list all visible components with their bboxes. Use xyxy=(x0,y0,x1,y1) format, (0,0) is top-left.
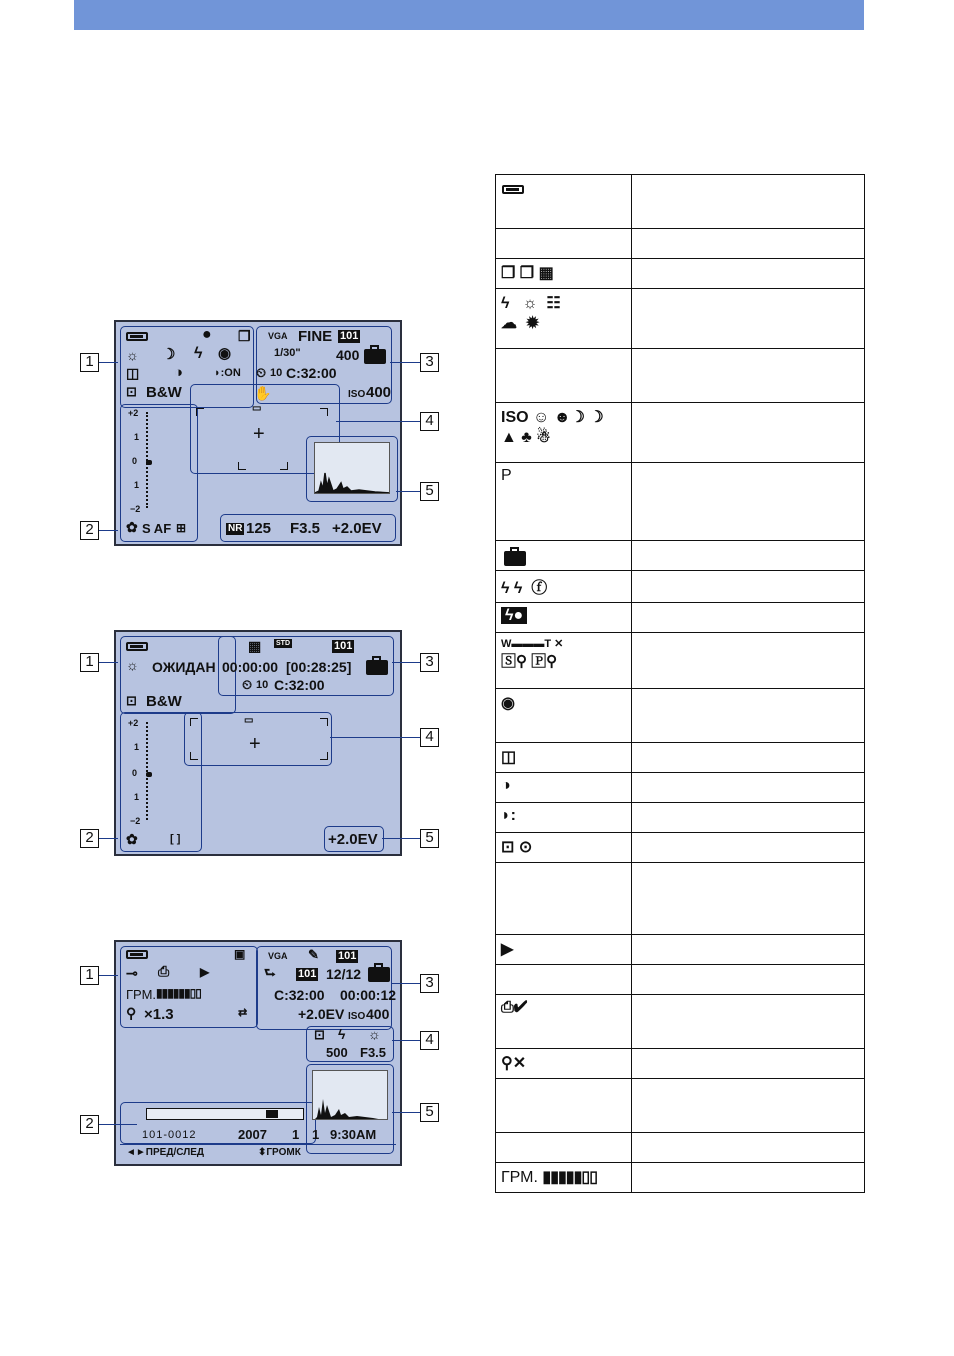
callout-1: 1 xyxy=(80,966,99,985)
folder-text: 101 xyxy=(334,640,353,652)
histogram-graph xyxy=(315,443,390,494)
drive-mode-icons: ❐ ❐ ▦ xyxy=(501,265,554,282)
print-order-icon: ⎙✔ xyxy=(501,999,528,1016)
af-range-icon: ⊞ xyxy=(176,521,187,535)
zoom-w-label: W xyxy=(501,638,512,650)
metering-spot-icon: ⊡ xyxy=(126,693,137,708)
memory-case-icon xyxy=(368,967,390,982)
aperture-text: F3.5 xyxy=(360,1045,387,1060)
af-range-icon: [ ] xyxy=(170,833,181,845)
scale-label: 0 xyxy=(132,456,138,466)
memory-case-icon xyxy=(366,660,388,675)
callout-1: 1 xyxy=(80,653,99,672)
self-timer-text: 10 xyxy=(270,367,283,379)
af-frame-bl xyxy=(238,462,246,470)
scale-label: 0 xyxy=(132,768,138,778)
callout-leader xyxy=(382,838,420,839)
callout-leader xyxy=(330,737,420,738)
self-timer-text: 10 xyxy=(256,679,269,691)
shutter-text: 500 xyxy=(326,1045,348,1060)
table-row xyxy=(496,833,865,863)
flash-charge-icon: ϟ● xyxy=(496,603,631,629)
table-row xyxy=(496,935,865,965)
table-row xyxy=(496,633,865,689)
callout-3: 3 xyxy=(420,353,439,372)
callout-1: 1 xyxy=(80,353,99,372)
zoom-scale-icons: W▬▬▬T ✕ 🅂⚲ 🄿⚲ xyxy=(501,638,564,670)
self-timer-icon: ⏲ xyxy=(242,677,253,692)
metering-spot-icon: ⊡ xyxy=(126,384,137,399)
shake-warning-icon: ✋ xyxy=(254,385,272,401)
color-mode-text: B&W xyxy=(146,693,182,710)
battery-warning-icon: ▭ xyxy=(244,715,254,726)
dpof-icon: ⇄ xyxy=(238,1007,248,1019)
rec-time-text: C:32:00 xyxy=(274,677,325,693)
table-row xyxy=(496,1079,865,1133)
scale-label: −2 xyxy=(130,816,141,826)
volume-indicator: ГРМ. ▮▮▮▮▮▯▯ xyxy=(501,1169,598,1186)
key-icon: ⊸ xyxy=(126,965,138,981)
camera-icon xyxy=(504,551,526,566)
battery-icon xyxy=(126,332,148,341)
rec-time-text: C:32:00 xyxy=(286,365,337,381)
callout-2: 2 xyxy=(80,521,99,540)
iso-text: 400 xyxy=(366,384,392,401)
callout-leader xyxy=(336,421,420,422)
callout-5: 5 xyxy=(420,829,439,848)
table-row xyxy=(496,463,865,541)
indicator-legend-table xyxy=(495,174,865,1193)
table-row xyxy=(496,175,865,229)
contrast-icon: ◑ xyxy=(174,364,184,381)
callout-2: 2 xyxy=(80,1115,99,1134)
callout-3: 3 xyxy=(420,653,439,672)
sharpness-icon: ◫ xyxy=(501,749,517,766)
callout-2: 2 xyxy=(80,829,99,848)
scale-label: 1 xyxy=(134,480,140,490)
progress-knob xyxy=(266,1110,278,1118)
table-row xyxy=(496,863,865,935)
callout-leader xyxy=(392,1040,420,1041)
table-row xyxy=(496,995,865,1049)
flash-mode-icons: ϟ ϟ ⓕ xyxy=(501,580,548,597)
af-frame-br xyxy=(280,462,288,470)
iso-text: 400 xyxy=(366,1006,390,1022)
date-year-text: 2007 xyxy=(238,1127,267,1142)
file-counter-text: 12/12 xyxy=(326,966,362,982)
battery-icon xyxy=(126,950,148,959)
folder-text: 101 xyxy=(338,950,357,962)
scale-marker xyxy=(146,772,152,777)
table-row xyxy=(496,289,865,349)
zoom-x-icon: ⚲✕ xyxy=(501,1055,527,1072)
table-row xyxy=(496,743,865,773)
iso-scene-text: ISO xyxy=(501,409,529,426)
callout-leader xyxy=(392,662,420,663)
scale-axis xyxy=(146,722,148,820)
folder-text: 101 xyxy=(340,330,359,342)
night-scene-icon: ☽ xyxy=(162,346,176,363)
table-row xyxy=(496,571,865,603)
callout-leader xyxy=(99,530,118,531)
scale-label: 1 xyxy=(134,432,140,442)
ev-text: +2.0EV xyxy=(298,1006,345,1022)
time-text: 9:30AM xyxy=(330,1127,377,1142)
histogram xyxy=(312,1070,388,1120)
scale-marker xyxy=(146,460,152,465)
scale-label: 1 xyxy=(134,792,140,802)
battery-icon xyxy=(126,642,148,651)
metering-spot-icon: ⊡ xyxy=(314,1027,325,1042)
callout-leader xyxy=(396,491,420,492)
memory-case-icon xyxy=(364,349,386,364)
af-frame-bl xyxy=(190,752,198,760)
table-row xyxy=(496,689,865,743)
callout-leader xyxy=(99,838,118,839)
callout-leader xyxy=(99,662,118,663)
white-balance-icon: ☼ xyxy=(368,1026,381,1042)
af-illuminator-icon: ◗: xyxy=(501,807,516,824)
record-dot-icon: ● xyxy=(202,326,212,343)
playback-progress-bar[interactable] xyxy=(146,1108,304,1120)
zoom-t-label: T xyxy=(544,638,552,650)
date-month-text: 1 xyxy=(292,1127,300,1142)
battery-warning-icon: ▭ xyxy=(252,403,262,414)
callout-leader xyxy=(390,362,420,363)
quality-text: FINE xyxy=(298,328,333,345)
screen-movie-recording xyxy=(114,630,402,856)
af-frame-tr xyxy=(320,718,328,726)
aperture-text: F3.5 xyxy=(290,520,321,537)
iso-label: ISO xyxy=(348,389,366,400)
crosshair-icon: + xyxy=(253,423,265,445)
callout-4: 4 xyxy=(420,412,439,431)
rec-time-text: C:32:00 xyxy=(274,987,325,1003)
table-row xyxy=(496,1163,865,1193)
table-row xyxy=(496,259,865,289)
flash-icon: ϟ xyxy=(338,1026,346,1042)
elapsed-text: 00:00:00 xyxy=(222,659,279,675)
nr-badge: NR xyxy=(228,523,243,534)
table-row xyxy=(496,403,865,463)
nav-volume[interactable]: ⬍ГРОМК xyxy=(258,1147,301,1158)
histogram xyxy=(314,442,390,494)
standby-text: ОЖИДАН xyxy=(152,659,216,675)
protect-mark-icon: ✎ xyxy=(308,947,319,962)
volume-bars: ▮▮▮▮▮▮▯▯ xyxy=(156,986,201,1000)
date-day-text: 1 xyxy=(312,1127,320,1142)
metering-mode-icons: ⊡ ⊙ xyxy=(501,839,533,856)
table-row xyxy=(496,803,865,833)
play-icon: ▶ xyxy=(200,965,210,979)
callout-leader xyxy=(99,1124,137,1125)
burst-icon: ▣ xyxy=(234,947,246,961)
shutter-text: 1/30" xyxy=(274,347,301,359)
table-row xyxy=(496,603,865,633)
callout-5: 5 xyxy=(420,482,439,501)
scene-mode-icons: ISO ☺ ☻☽ ☽ ▲ ♣ ☃ xyxy=(501,409,604,446)
callout-3: 3 xyxy=(420,974,439,993)
nr-value-text: 125 xyxy=(246,520,272,537)
table-row xyxy=(496,349,865,403)
table-row xyxy=(496,1049,865,1079)
nav-divider xyxy=(120,1144,396,1145)
red-eye-icon: ◉ xyxy=(501,695,515,712)
color-mode-text: B&W xyxy=(146,384,182,401)
burst-icon: ❐ xyxy=(238,328,251,344)
callout-leader xyxy=(392,983,420,984)
af-frame-br xyxy=(320,752,328,760)
battery-icon xyxy=(502,185,524,194)
red-eye-icon: ◉ xyxy=(218,345,232,362)
flash-icon: ϟ xyxy=(194,345,203,362)
iso-label: ISO xyxy=(348,1011,366,1022)
remaining-time-text: [00:28:25] xyxy=(286,659,352,675)
callout-leader xyxy=(392,1112,420,1113)
callout-leader xyxy=(99,975,118,976)
scale-label: +2 xyxy=(128,718,139,728)
af-frame-tl xyxy=(196,408,204,416)
table-row xyxy=(496,541,865,571)
white-balance-icon: ☼ xyxy=(126,657,139,673)
film-icon: ▦ xyxy=(248,638,262,654)
white-balance-icon: ☼ xyxy=(126,347,139,363)
table-row xyxy=(496,229,865,259)
print-order-icon: ⎙ xyxy=(158,963,170,979)
remaining-text: 400 xyxy=(336,347,360,363)
page-header-banner xyxy=(74,0,864,30)
crosshair-icon: + xyxy=(249,733,261,755)
af-frame-tr xyxy=(320,408,328,416)
macro-icon: ✿ xyxy=(126,831,138,847)
table-row xyxy=(496,773,865,803)
image-size-text: VGA xyxy=(268,331,288,341)
table-row xyxy=(496,1133,865,1163)
callout-4: 4 xyxy=(420,1031,439,1050)
contrast-icon: ◑ xyxy=(501,777,511,794)
volume-label: ГРМ. xyxy=(501,1169,538,1186)
zoom-text: ×1.3 xyxy=(144,1006,174,1023)
ev-text: +2.0EV xyxy=(332,520,382,537)
scale-label: −2 xyxy=(130,504,141,514)
af-frame-tl xyxy=(190,718,198,726)
af-illuminator-icon: ◗:ON xyxy=(214,367,241,379)
folder-text-2: 101 xyxy=(298,968,317,980)
folder-change-icon: ⮑ xyxy=(264,965,276,980)
image-size-text: VGA xyxy=(268,951,288,961)
screen-playback xyxy=(114,940,402,1166)
file-number-text: 101-0012 xyxy=(142,1129,197,1141)
scale-label: 1 xyxy=(134,742,140,752)
callout-leader xyxy=(99,362,118,363)
scale-label: +2 xyxy=(128,408,139,418)
focus-text: S AF xyxy=(142,521,172,536)
screen-still-recording xyxy=(114,320,402,546)
macro-icon: ✿ xyxy=(126,519,138,535)
nav-prev-next[interactable]: ◄►ПРЕД/СЛЕД xyxy=(126,1147,205,1158)
volume-label: ГРМ. xyxy=(126,987,157,1002)
self-timer-icon: ⏲ xyxy=(256,365,267,380)
std-badge: STD xyxy=(276,640,290,647)
duration-text: 00:00:12 xyxy=(340,987,397,1003)
callout-5: 5 xyxy=(420,1103,439,1122)
zoom-icon: ⚲ xyxy=(126,1005,137,1021)
program-mode-text: P xyxy=(501,467,512,484)
callout-4: 4 xyxy=(420,728,439,747)
table-row xyxy=(496,965,865,995)
histogram-graph xyxy=(313,1071,388,1120)
white-balance-icons: ϟ ☼ ☷ ☁ ✹ xyxy=(501,295,561,332)
ev-text: +2.0EV xyxy=(328,831,378,848)
playback-icon: ▶ xyxy=(501,941,514,958)
sharpness-icon: ◫ xyxy=(126,365,140,381)
